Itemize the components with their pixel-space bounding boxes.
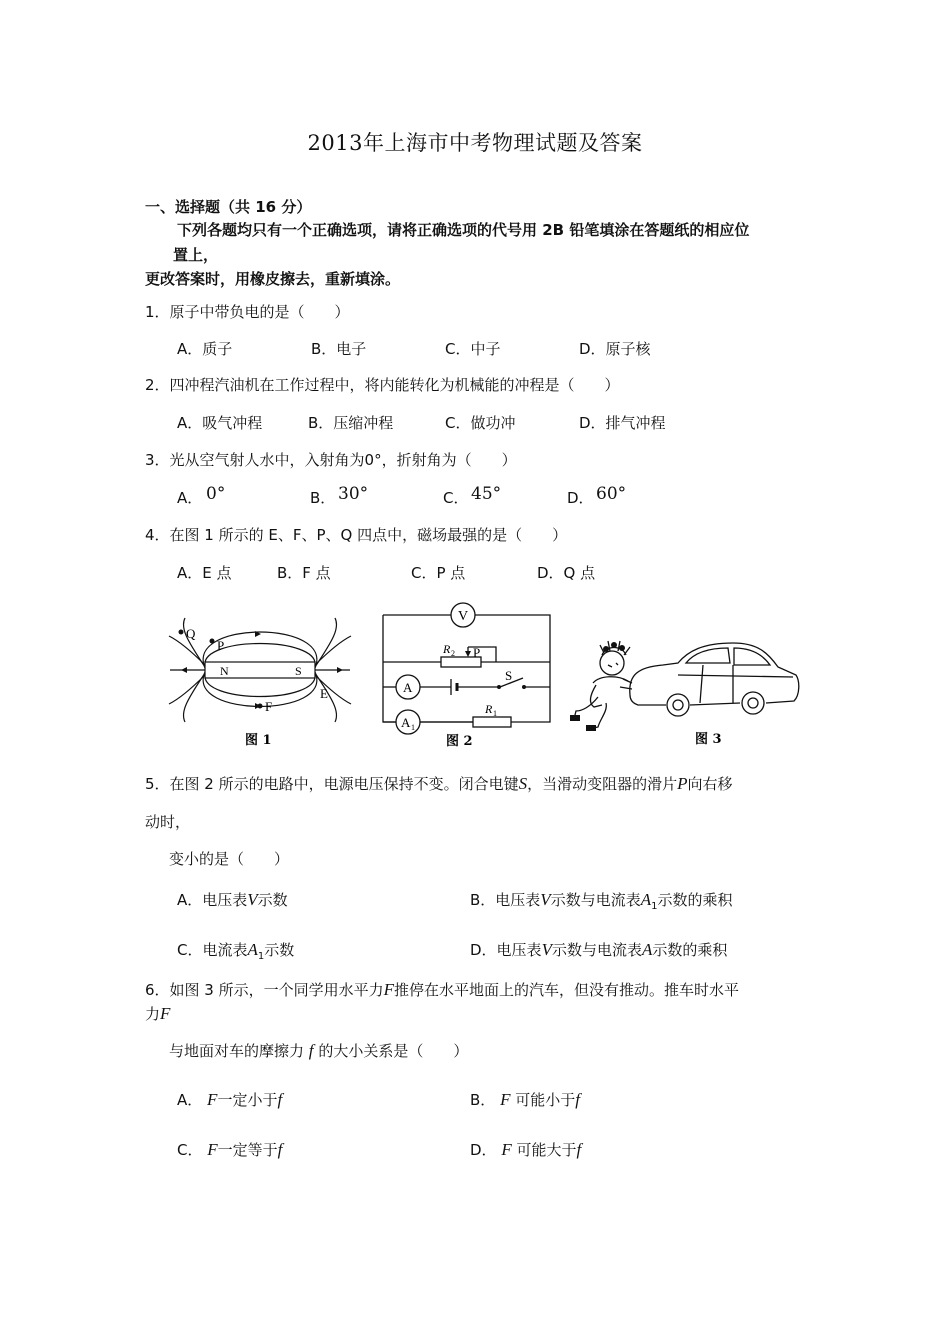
question-6-stem-line3 (169, 1040, 468, 1061)
q6-opt-a-var-f: F (207, 1090, 218, 1109)
q5-stem-c: 向右移 (687, 775, 733, 793)
q4-option-b: B．F 点 (277, 564, 331, 582)
q5-opt-b-var: V (540, 890, 551, 909)
fig2-label-a1-sub: 1 (411, 723, 415, 732)
q5-opt-d-text: 示数与电流表 (551, 941, 642, 959)
question-6-stem-line1 (145, 979, 739, 1000)
q6-opt-a-label: A． (177, 1091, 203, 1109)
q2-option-d: D．排气冲程 (579, 414, 666, 432)
q6-opt-b-var-small-f: f (575, 1090, 580, 1109)
q6-line2-var: F (160, 1004, 171, 1023)
q6-line3-var: f (308, 1041, 314, 1060)
figure-1-caption: 图 1 (245, 733, 272, 748)
q6-opt-b-var-f: F (500, 1090, 511, 1109)
q6-opt-a-text: 一定小于 (217, 1091, 278, 1109)
q5-opt-d-label: D．电压表 (470, 941, 542, 959)
q6-opt-c-text: 一定等于 (217, 1141, 278, 1159)
q6-opt-d-text: 可能大于 (516, 1141, 577, 1159)
q2-option-b: B．压缩冲程 (308, 414, 394, 432)
fig2-label-p: P (473, 645, 481, 660)
question-3-stem: 3．光从空气射人水中，入射角为0°，折射角为（ ） (145, 451, 517, 469)
q2-option-a: A．吸气冲程 (177, 414, 263, 432)
q5-opt-b-var2: A (640, 890, 652, 909)
fig2-label-r1-sub: 1 (493, 709, 497, 718)
question-2-stem: 2．四冲程汽油机在工作过程中，将内能转化为机械能的冲程是（ ） (145, 376, 620, 394)
question-5-stem-line3: 变小的是（ ） (169, 850, 290, 868)
q5-opt-c-var: A (247, 940, 258, 959)
q1-option-c: C．中子 (445, 340, 501, 358)
fig2-label-r1: R (485, 702, 493, 716)
q5-opt-a-text: 示数 (257, 891, 288, 909)
fig1-label-e: E (320, 686, 328, 701)
page-title: 2013年上海市中考物理试题及答案 (307, 131, 643, 155)
q5-option-b (470, 889, 732, 912)
q3-option-d-value: 60° (596, 484, 627, 504)
q6-option-d (470, 1139, 581, 1160)
q6-option-b (470, 1089, 580, 1110)
q5-opt-b-sub: 1 (651, 901, 658, 912)
fig1-label-p: P (217, 638, 225, 653)
q6-opt-d-label: D． (470, 1141, 497, 1159)
figure-2-circuit (378, 600, 558, 750)
fig1-label-n: N (220, 664, 229, 678)
resistor-r1 (473, 717, 511, 727)
q5-var-p: P (677, 774, 688, 793)
q5-opt-d-text2: 示数的乘积 (652, 941, 728, 959)
q3-option-a-label: A． (177, 489, 203, 507)
fig1-label-s: S (295, 664, 302, 678)
q3-option-b-label: B． (310, 489, 336, 507)
q6-option-c (177, 1139, 282, 1160)
q3-option-d-label: D． (567, 489, 594, 507)
fig2-label-a: A (403, 680, 413, 695)
q6-stem-b: 推停在水平地面上的汽车，但没有推动。推车时水平 (394, 981, 740, 999)
q6-opt-a-var-small-f: f (277, 1090, 283, 1109)
q1-option-a: A．质子 (177, 340, 233, 358)
q3-option-c-label: C． (443, 489, 469, 507)
q4-option-c: C．P 点 (411, 564, 466, 582)
question-6-stem-line2 (145, 1003, 170, 1024)
q5-option-c (177, 939, 294, 962)
q6-stem-line3-a: 与地面对车的摩擦力 (169, 1042, 305, 1060)
q6-opt-d-var-small-f: f (576, 1140, 582, 1159)
question-5-stem-line2: 动时， (145, 813, 191, 831)
q6-option-a (177, 1089, 282, 1110)
instructions-line-2: 置上， (173, 246, 219, 264)
q3-option-c-value: 45° (471, 484, 502, 504)
q5-option-d (470, 939, 727, 960)
q5-opt-a-label: A．电压表 (177, 891, 248, 909)
fig2-label-r2-sub: 2 (451, 649, 455, 658)
q6-opt-c-var-small-f: f (277, 1140, 283, 1159)
question-5-stem-line1 (145, 773, 733, 794)
q5-opt-c-text: 示数 (264, 941, 295, 959)
q6-opt-d-var-f: F (501, 1140, 512, 1159)
q6-stem-line3-b: 的大小关系是（ ） (318, 1042, 469, 1060)
question-4-stem: 4．在图 1 所示的 E、F、P、Q 四点中，磁场最强的是（ ） (145, 526, 568, 544)
q5-opt-b-text2: 示数的乘积 (657, 891, 733, 909)
instructions-line-3: 更改答案时，用橡皮擦去，重新填涂。 (145, 270, 401, 288)
q5-opt-b-text: 示数与电流表 (550, 891, 641, 909)
q1-option-d: D．原子核 (579, 340, 651, 358)
q4-option-a: A．E 点 (177, 564, 232, 582)
q5-opt-c-label: C．电流表 (177, 941, 248, 959)
q5-opt-d-var: V (541, 940, 552, 959)
q6-var-f: F (383, 980, 395, 999)
instructions-line-1: 下列各题均只有一个正确选项，请将正确选项的代号用 2B 铅笔填涂在答题纸的相应位 (177, 221, 750, 239)
q5-stem-a: 5．在图 2 所示的电路中，电源电压保持不变。闭合电键 (145, 775, 519, 793)
q5-opt-b-label: B．电压表 (470, 891, 541, 909)
figure-1-magnet (165, 610, 355, 755)
fig1-label-f: F (265, 699, 273, 714)
q5-opt-c-sub: 1 (257, 951, 265, 962)
fig1-label-q: Q (186, 626, 196, 641)
figure-3-caption: 图 3 (695, 732, 722, 747)
q6-stem-line2: 力 (145, 1005, 161, 1023)
question-1-stem: 1．原子中带负电的是（ ） (145, 303, 350, 321)
fig2-label-s: S (505, 668, 513, 683)
figure-3-push-car (568, 615, 803, 750)
q5-opt-d-var2: A (641, 940, 653, 959)
q6-opt-b-text: 可能小于 (515, 1091, 576, 1109)
q6-opt-c-var-f: F (207, 1140, 218, 1159)
q1-option-b: B．电子 (311, 340, 367, 358)
q5-opt-a-var: V (247, 890, 258, 909)
q5-var-s: S (518, 774, 528, 793)
section-heading: 一、选择题（共 16 分） (145, 198, 312, 216)
q3-option-a-value: 0° (206, 484, 226, 504)
q3-option-b-value: 30° (338, 484, 369, 504)
q6-opt-c-label: C． (177, 1141, 203, 1159)
fig2-label-a1: A (401, 715, 411, 730)
q6-stem-a: 6．如图 3 所示，一个同学用水平力 (145, 981, 384, 999)
fig2-label-v: V (458, 609, 469, 624)
fig2-label-r2: R (443, 642, 451, 656)
figure-2-caption: 图 2 (446, 734, 473, 749)
q4-option-d: D．Q 点 (537, 564, 596, 582)
q5-option-a (177, 889, 288, 910)
q6-opt-b-label: B． (470, 1091, 496, 1109)
q5-stem-b: ，当滑动变阻器的滑片 (527, 775, 678, 793)
q2-option-c: C．做功冲 (445, 414, 516, 432)
